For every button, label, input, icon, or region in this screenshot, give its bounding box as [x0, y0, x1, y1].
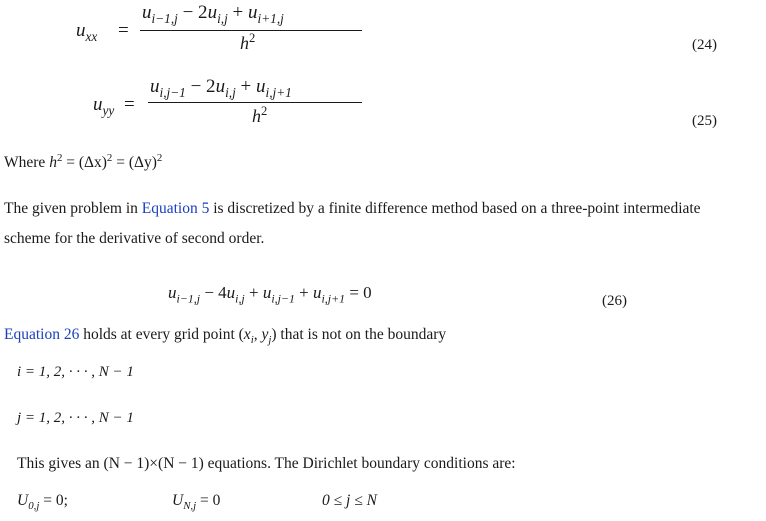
eq25-lhs: $u_{yy}$ [93, 94, 115, 118]
eq24-number: (24) [692, 37, 717, 53]
eq25-fraction-bar [148, 102, 362, 103]
boundary-condition-1: $U_{0,j} = 0$; [17, 492, 68, 513]
eq24-denominator: $h^2$ [240, 31, 256, 53]
paragraph-discretization-line2: scheme for the derivative of second order. [4, 230, 265, 247]
eq25-numerator: $u_{i,j-1} - 2u_{i,j} + u_{i,j+1}$ [150, 76, 292, 100]
equation-5-link[interactable]: Equation 5 [141, 200, 210, 217]
equation-26-link[interactable]: Equation 26 [4, 326, 80, 343]
j-range: j = 1, 2, · · · , N − 1 [17, 410, 134, 426]
eq24-numerator: $u_{i-1,j} - 2u_{i,j} + u_{i+1,j}$ [142, 2, 284, 26]
eq24-lhs: $u_{xx}$ [76, 20, 98, 44]
paragraph-discretization-line1: The given problem in Equation 5 is discretized by a finite difference method based on a three-point intermediate [4, 200, 701, 217]
boundary-condition-range: 0 ≤ j ≤ N [322, 492, 377, 509]
eq25-equals: = [124, 94, 135, 115]
eq25-number: (25) [692, 113, 717, 129]
paragraph-grid-point: Equation 26 holds at every grid point ($x_i$, $y_j$) that is not on the boundary [4, 326, 447, 347]
i-range: i = 1, 2, · · · , N − 1 [17, 364, 134, 380]
where-line: Where $h^2 = (\Delta x)^2 = (\Delta y)^2$ [4, 152, 163, 172]
eq24-equals: = [118, 20, 129, 41]
eq26-number: (26) [602, 293, 627, 309]
paragraph-equations-count: This gives an (N − 1)×(N − 1) equations. The Dirichlet boundary conditions are: [17, 455, 516, 472]
eq25-denominator: $h^2$ [252, 104, 268, 126]
equation-26: $u_{i-1,j} - 4u_{i,j} + u_{i,j-1} + u_{i,j+1} = 0$ [168, 283, 372, 306]
boundary-condition-2: $U_{N,j} = 0$ [172, 492, 221, 513]
